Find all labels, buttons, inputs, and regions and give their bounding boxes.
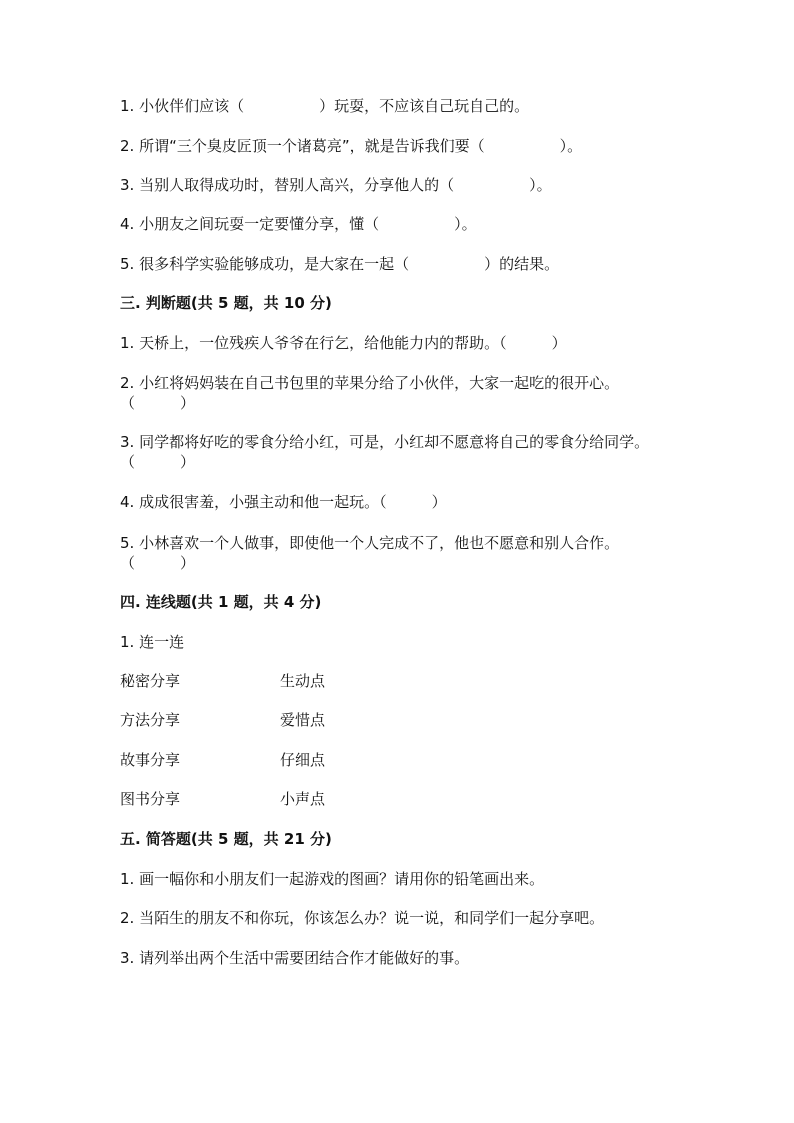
match-right-4: 小声点 <box>280 790 326 808</box>
match-right-3: 仔细点 <box>280 751 326 769</box>
judge-item-3: 3. 同学都将好吃的零食分给小红，可是，小红却不愿意将自己的零食分给同学。（ ） <box>120 433 650 471</box>
section-judge-heading: 三. 判断题(共 5 题，共 10 分) <box>120 294 332 312</box>
judge-item-4: 4. 成成很害羞，小强主动和他一起玩。（ ） <box>120 493 447 511</box>
match-prompt: 1. 连一连 <box>120 633 185 651</box>
short-answer-item-3: 3. 请列举出两个生活中需要团结合作才能做好的事。 <box>120 949 470 967</box>
fill-blank-item-3: 3. 当别人取得成功时，替别人高兴，分享他人的（ ）。 <box>120 176 552 194</box>
section-short-answer-heading: 五. 简答题(共 5 题，共 21 分) <box>120 830 332 848</box>
short-answer-item-2: 2. 当陌生的朋友不和你玩，你该怎么办？说一说，和同学们一起分享吧。 <box>120 909 605 927</box>
match-left-2: 方法分享 <box>120 711 181 729</box>
fill-blank-item-4: 4. 小朋友之间玩耍一定要懂分享，懂（ ）。 <box>120 215 477 233</box>
short-answer-item-1: 1. 画一幅你和小朋友们一起游戏的图画？请用你的铅笔画出来。 <box>120 870 545 888</box>
fill-blank-item-2: 2. 所谓“三个臭皮匠顶一个诸葛亮”，就是告诉我们要（ ）。 <box>120 137 583 155</box>
fill-blank-item-5: 5. 很多科学实验能够成功，是大家在一起（ ）的结果。 <box>120 255 560 273</box>
match-left-1: 秘密分享 <box>120 672 181 690</box>
judge-item-2: 2. 小红将妈妈装在自己书包里的苹果分给了小伙伴，大家一起吃的很开心。（ ） <box>120 374 620 412</box>
section-match-heading: 四. 连线题(共 1 题，共 4 分) <box>120 593 322 611</box>
match-left-3: 故事分享 <box>120 751 181 769</box>
match-right-1: 生动点 <box>280 672 326 690</box>
match-right-2: 爱惜点 <box>280 711 326 729</box>
fill-blank-item-1: 1. 小伙伴们应该（ ）玩耍，不应该自己玩自己的。 <box>120 97 530 115</box>
judge-item-5: 5. 小林喜欢一个人做事，即使他一个人完成不了，他也不愿意和别人合作。（ ） <box>120 534 620 572</box>
match-left-4: 图书分享 <box>120 790 181 808</box>
judge-item-1: 1. 天桥上，一位残疾人爷爷在行乞，给他能力内的帮助。（ ） <box>120 334 567 352</box>
